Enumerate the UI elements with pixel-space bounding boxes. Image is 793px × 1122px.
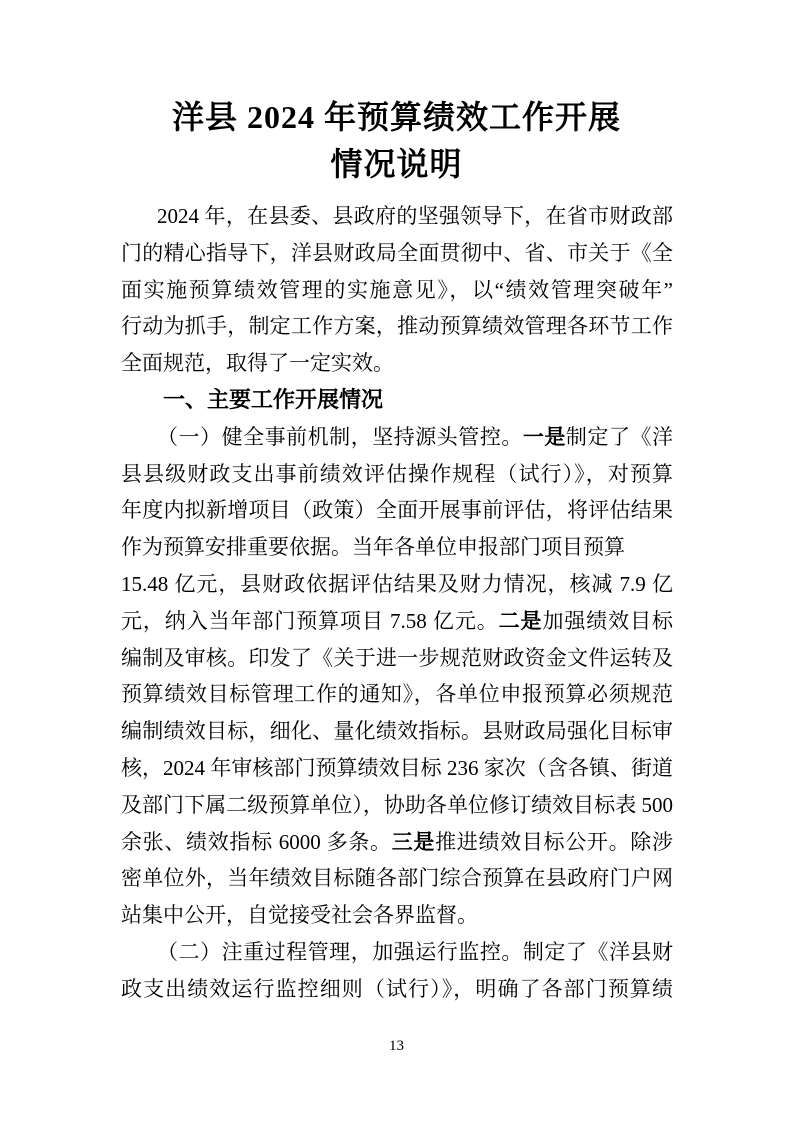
body-line xyxy=(121,419,673,456)
body-line: 作为预算安排重要依据。当年各单位申报部门项目预算 xyxy=(121,535,625,560)
body-line-segment: （一）健全事前机制，坚持源头管控。 xyxy=(157,424,523,449)
body-line: （二）注重过程管理，加强运行监控。制定了《洋县财 xyxy=(157,939,673,964)
body-line-emphasis: 三是 xyxy=(391,829,436,854)
body-line-segment: 元，纳入当年部门预算项目 7.58 亿元。 xyxy=(121,608,499,633)
body-line-segment: 加强绩效目标 xyxy=(542,608,673,633)
body-line: 密单位外，当年绩效目标随各部门综合预算在县政府门户网 xyxy=(121,866,673,891)
body-line-emphasis: 二是 xyxy=(498,608,543,633)
body-line-segment: 制定了《洋 xyxy=(565,424,674,449)
body-line: 政支出绩效运行监控细则（试行）》，明确了各部门预算绩 xyxy=(121,976,673,1001)
document-title xyxy=(0,94,793,188)
body-line-segment: 余张、绩效指标 6000 多条。 xyxy=(121,829,392,854)
body-line: 核，2024 年审核部门预算绩效目标 236 家次（含各镇、街道 xyxy=(121,755,673,780)
body-line: 预算绩效目标管理工作的通知》，各单位申报预算必须规范 xyxy=(121,682,673,707)
body-line-segment: 推进绩效目标公开。除涉 xyxy=(435,829,673,854)
body-line xyxy=(121,824,673,861)
body-line xyxy=(121,603,673,640)
body-line: 站集中公开，自觉接受社会各界监督。 xyxy=(121,903,478,928)
section-heading: 一、主要工作开展情况 xyxy=(163,386,384,412)
intro-line: 行动为抓手，制定工作方案，推动预算绩效管理各环节工作 xyxy=(121,314,673,339)
title-line-1: 洋县 2024 年预算绩效工作开展 xyxy=(171,99,621,135)
body-line: 编制绩效目标，细化、量化绩效指标。县财政局强化目标审 xyxy=(121,719,673,744)
title-line-2: 情况说明 xyxy=(330,146,463,182)
body-line: 县县级财政支出事前绩效评估操作规程（试行）》，对预算 xyxy=(121,461,673,486)
body-line: 及部门下属二级预算单位），协助各单位修订绩效目标表 500 xyxy=(121,792,673,817)
page-number: 13 xyxy=(389,1038,404,1054)
intro-line: 门的精心指导下，洋县财政局全面贯彻中、省、市关于《全 xyxy=(121,240,673,265)
intro-line: 面实施预算绩效管理的实施意见》，以“绩效管理突破年” xyxy=(121,277,673,302)
intro-line: 2024 年，在县委、县政府的坚强领导下，在省市财政部 xyxy=(157,204,673,228)
body-line: 15.48 亿元，县财政依据评估结果及财力情况，核减 7.9 亿 xyxy=(121,571,673,596)
body-line: 编制及审核。印发了《关于进一步规范财政资金文件运转及 xyxy=(121,645,673,670)
document-body xyxy=(121,198,673,1008)
body-line: 年度内拟新增项目（政策）全面开展事前评估，将评估结果 xyxy=(121,498,673,523)
body-line-emphasis: 一是 xyxy=(522,424,566,449)
intro-line: 全面规范，取得了一定实效。 xyxy=(121,351,394,376)
